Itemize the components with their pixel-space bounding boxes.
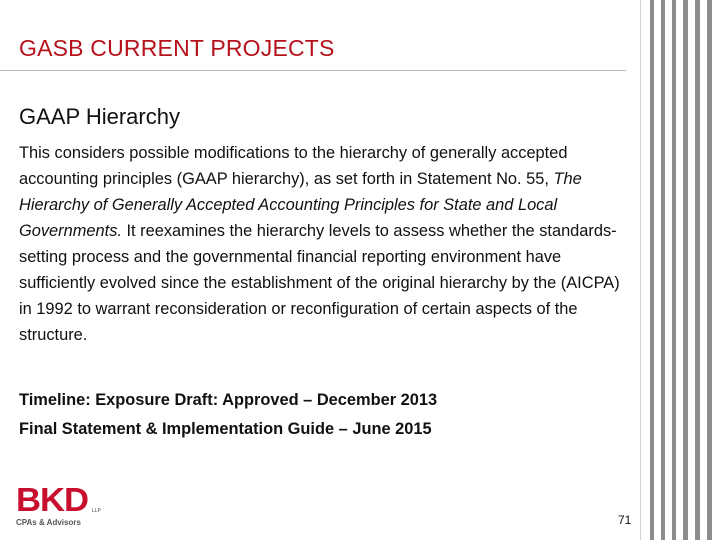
page-number: 71 <box>618 513 632 527</box>
body-paragraph <box>19 140 635 348</box>
title-divider <box>0 70 626 71</box>
decorative-bar <box>650 0 654 540</box>
decorative-bar <box>683 0 688 540</box>
logo-llp: LLP <box>92 508 101 514</box>
decorative-bar <box>695 0 700 540</box>
vertical-divider <box>640 0 641 540</box>
body-text-part1: This considers possible modifications to the hierarchy of generally accepted accounting principles (GAAP hierarchy), as set forth in Statement No. 55, <box>19 144 568 188</box>
body-text-italic-title: The Hierarchy of Generally Accepted Accounting Principles for State and Local Governments. <box>19 170 582 240</box>
bkd-logo <box>16 481 106 530</box>
decorative-bar <box>707 0 712 540</box>
decorative-bar <box>661 0 665 540</box>
timeline-block <box>19 386 437 444</box>
section-heading: GAAP Hierarchy <box>19 104 180 129</box>
timeline-line-1: Timeline: Exposure Draft: Approved – December 2013 <box>19 391 438 409</box>
decorative-bar <box>672 0 676 540</box>
slide-title: GASB CURRENT PROJECTS <box>19 35 335 61</box>
logo-mark: BKD <box>16 481 88 518</box>
timeline-line-2: Final Statement & Implementation Guide – June 2015 <box>19 420 432 438</box>
body-text-part2: It reexamines the hierarchy levels to assess whether the standards-setting process and the governmental financial reporting environment have sufficiently evolved since the establishment of the original hierarchy by the (AICPA) in 1992 to warrant reconsideration or reconfiguration of certain aspects of the structure. <box>19 222 620 344</box>
logo-tagline: CPAs & Advisors <box>16 518 81 527</box>
